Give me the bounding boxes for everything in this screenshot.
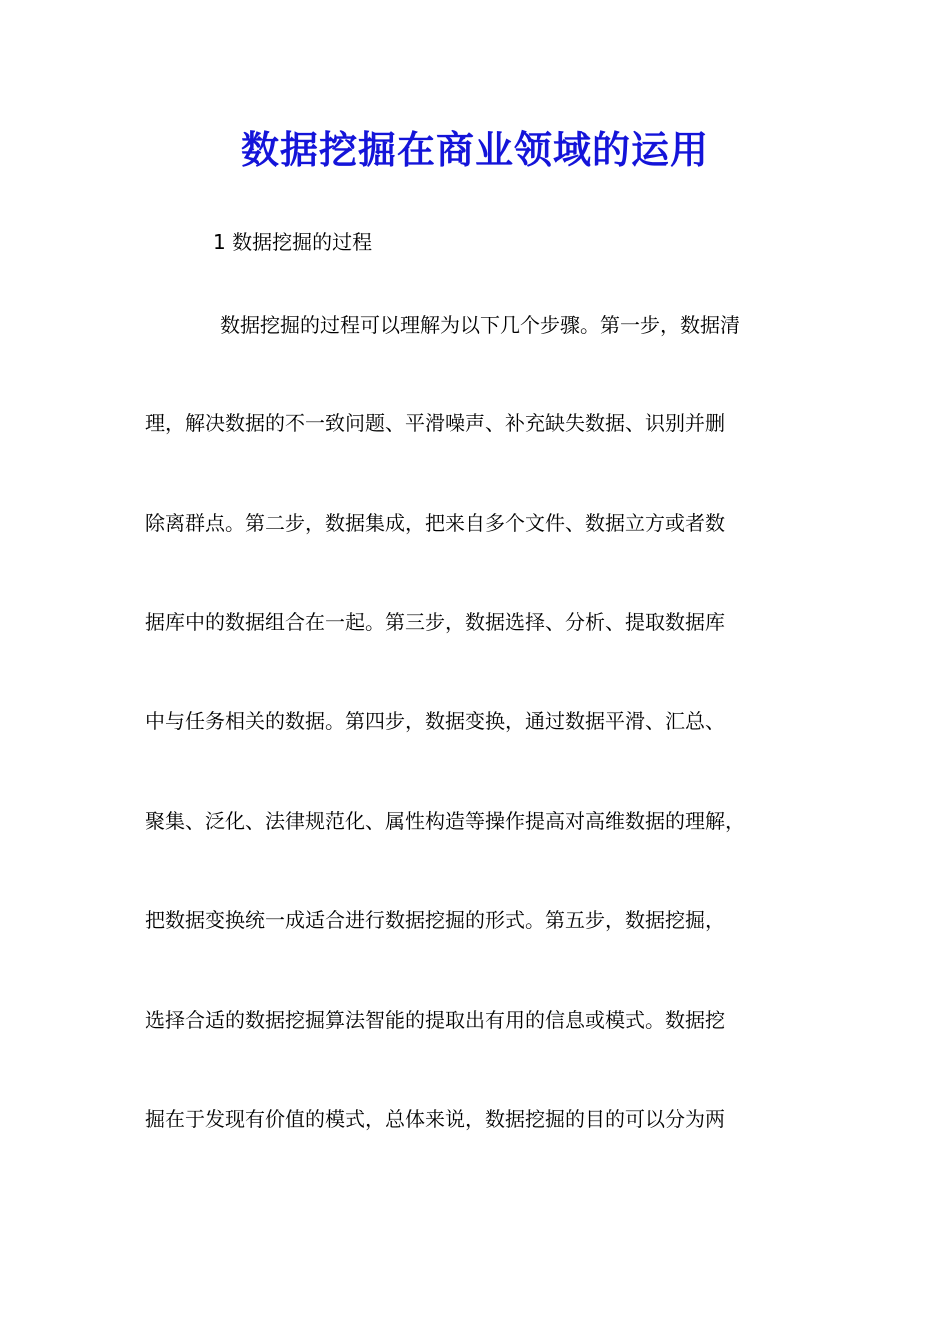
paragraph-line: 据库中的数据组合在一起。第三步，数据选择、分析、提取数据库 <box>145 610 725 634</box>
paragraph-line: 把数据变换统一成适合进行数据挖掘的形式。第五步，数据挖掘， <box>145 908 725 932</box>
paragraph-line: 除离群点。第二步，数据集成，把来自多个文件、数据立方或者数 <box>145 511 725 535</box>
paragraph-line: 聚集、泛化、法律规范化、属性构造等操作提高对高维数据的理解， <box>145 809 745 833</box>
paragraph-line: 数据挖掘的过程可以理解为以下几个步骤。第一步，数据清 <box>220 313 740 337</box>
paragraph-line: 理，解决数据的不一致问题、平滑噪声、补充缺失数据、识别并删 <box>145 411 725 435</box>
paragraph-line: 选择合适的数据挖掘算法智能的提取出有用的信息或模式。数据挖 <box>145 1008 725 1032</box>
paragraph-line: 掘在于发现有价值的模式，总体来说，数据挖掘的目的可以分为两 <box>145 1107 725 1131</box>
page-title: 数据挖掘在商业领域的运用 <box>240 128 709 172</box>
section-heading: 1 数据挖掘的过程 <box>213 230 373 254</box>
paragraph-line: 中与任务相关的数据。第四步，数据变换，通过数据平滑、汇总、 <box>145 709 725 733</box>
